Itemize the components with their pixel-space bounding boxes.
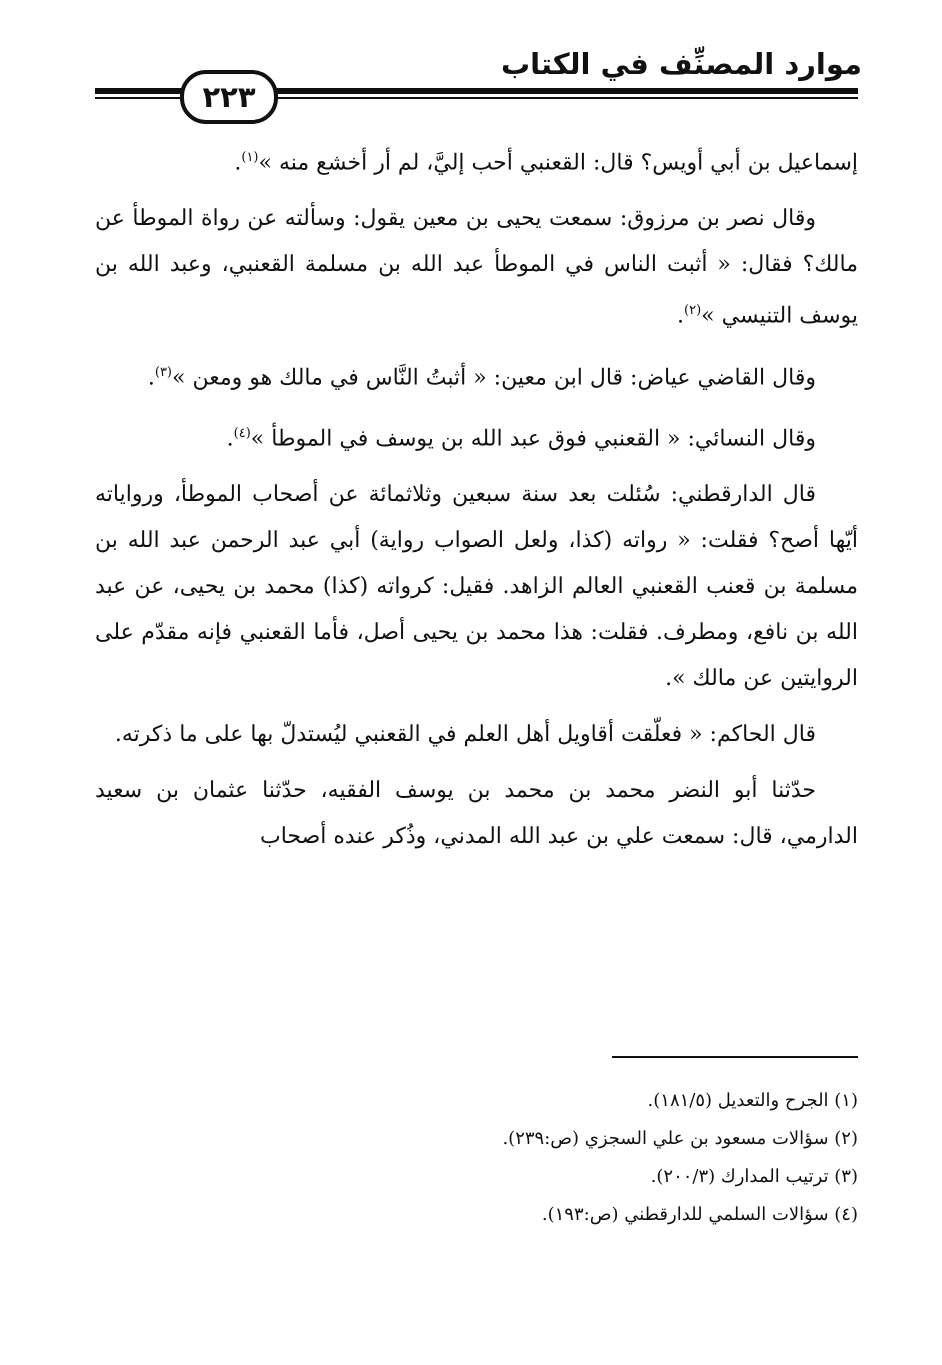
paragraph: إسماعيل بن أبي أويس؟ قال: القعنبي أحب إليَّ، لم أر أخشع منه »$^{(١)}$. bbox=[234, 150, 858, 176]
footnote-ref: (١) bbox=[241, 150, 259, 165]
page-number-badge: ٢٢٣ bbox=[180, 70, 278, 124]
footnote: (٢) سؤالات مسعود بن علي السجزي (ص:٢٣٩). bbox=[502, 1128, 858, 1149]
paragraph: حدّثنا أبو النضر محمد بن محمد بن يوسف الفقيه، حدّثنا عثمان بن سعيد الدارمي، قال: سمعت علي بن عبد الله المدني، وذُكر عنده أصحاب bbox=[95, 778, 858, 850]
paragraph: قال الدارقطني: سُئلت بعد سنة سبعين وثلاثمائة عن أصحاب الموطأ، ورواياته أيّها أصح؟ فقلت: « رواته (كذا، ولعل الصواب رواية) أبي عبد الرحمن عبد الله بن مسلمة بن قعنب القعنبي العالم الزاهد. فقيل: كرواته (كذا) محمد بن يحيى، عن عبد الله بن نافع، ومطرف. فقلت: هذا محمد بن يحيى أصل، فأما القعنبي فإنه مقدّم على الروايتين عن مالك ». bbox=[95, 482, 858, 692]
running-header-title: موارد المصنِّف في الكتاب bbox=[500, 47, 862, 81]
paragraph: وقال نصر بن مرزوق: سمعت يحيى بن معين يقول: وسألته عن رواة الموطأ عن مالك؟ فقال: « أثبت الناس في الموطأ عبد الله بن مسلمة القعنبي، وعبد الله بن يوسف التنيسي »$^{(٢)}$. bbox=[95, 206, 858, 329]
paragraph: قال الحاكم: « فعلّقت أقاويل أهل العلم في القعنبي ليُستدلّ بها على ما ذكرته. bbox=[114, 722, 816, 748]
footnote: (٤) سؤالات السلمي للدارقطني (ص:١٩٣). bbox=[541, 1204, 858, 1225]
footnote-ref: (٤) bbox=[233, 425, 251, 441]
footnote: (١) الجرح والتعديل (١٨١/٥). bbox=[647, 1090, 858, 1111]
paragraph: وقال القاضي عياض: قال ابن معين: « أثبتُ النَّاس في مالك هو ومعن »$^{(٣)}$. bbox=[147, 364, 816, 390]
footnote-ref: (٢) bbox=[684, 303, 702, 319]
main-text bbox=[95, 135, 858, 870]
footnotes bbox=[358, 1082, 858, 1234]
footnote: (٣) ترتيب المدارك (٢٠٠/٣). bbox=[650, 1166, 858, 1187]
footnote-separator bbox=[612, 1056, 858, 1058]
paragraph: وقال النسائي: « القعنبي فوق عبد الله بن يوسف في الموطأ »$^{(٤)}$. bbox=[226, 425, 816, 452]
footnote-ref: (٣) bbox=[154, 364, 172, 380]
